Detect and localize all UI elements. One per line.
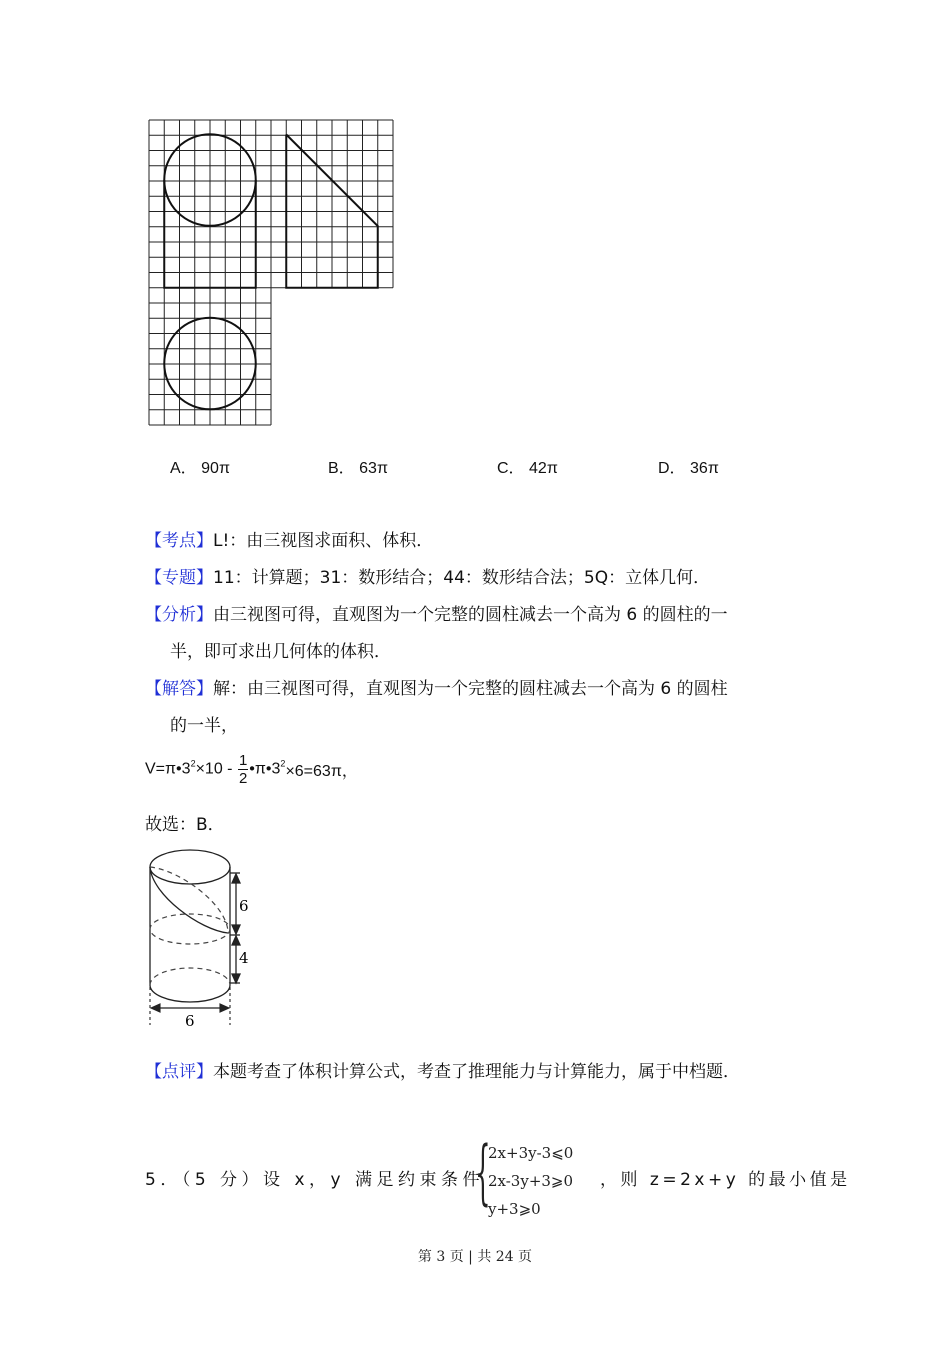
dianping-text: 本题考查了体积计算公式，考查了推理能力与计算能力，属于中档题． xyxy=(213,1062,740,1082)
option-c: C． 42π xyxy=(497,460,558,477)
volume-formula: $V=\pi•3^2\times 10$ - $\frac{1}{2}$ $•\pi•3^2\times 6=63\pi$， xyxy=(145,752,358,787)
fenxi-line xyxy=(145,600,728,625)
q5-brace: { xyxy=(475,1131,491,1213)
zhuanti-text: 11：计算题；31：数形结合；44：数形结合法；5Q：立体几何． xyxy=(213,568,711,588)
q5-constraints xyxy=(488,1139,573,1223)
kaodian-line xyxy=(145,526,433,551)
constraint-1: 2x+3y-3⩽0 xyxy=(488,1144,574,1162)
fenxi-line-2: 半，即可求出几何体的体积． xyxy=(170,642,391,662)
jieda-line-2: 的一半， xyxy=(170,716,238,736)
constraint-3: y+3⩾0 xyxy=(488,1200,541,1218)
fraction-half: $\frac{1}{2}$ xyxy=(238,752,248,787)
fenxi-tag: 【分析】 xyxy=(145,605,213,625)
option-a: A． 90π xyxy=(170,460,230,477)
jieda-tag: 【解答】 xyxy=(145,679,213,699)
jieda-text: 解：由三视图可得，直观图为一个完整的圆柱减去一个高为 6 的圆柱 xyxy=(213,679,728,699)
kaodian-tag: 【考点】 xyxy=(145,531,213,551)
page-footer: 第 3 页 | 共 24 页 xyxy=(417,1249,533,1265)
dianping-tag: 【点评】 xyxy=(145,1062,213,1082)
option-b: B． 63π xyxy=(328,460,388,477)
three-view-figure xyxy=(140,110,400,430)
dim-bottom-label: 6 xyxy=(185,1012,195,1030)
zhuanti-tag: 【专题】 xyxy=(145,568,213,588)
grid-lines xyxy=(149,120,393,425)
kaodian-text: L!：由三视图求面积、体积． xyxy=(213,531,434,551)
q5-suffix: ，则 z=2x+y 的最小值是 xyxy=(600,1170,851,1190)
option-d: D． 36π xyxy=(658,460,719,477)
q5-prefix: 5．（5 分）设 x，y 满足约束条件 xyxy=(145,1170,484,1190)
question-5 xyxy=(145,1131,851,1220)
answer-line: 故选：B． xyxy=(145,815,225,835)
jieda-line xyxy=(145,674,728,699)
cylinder-figure xyxy=(140,845,260,1030)
zhuanti-line xyxy=(145,563,710,588)
dianping-line xyxy=(145,1057,740,1082)
dim-mid-label: 4 xyxy=(239,949,249,967)
fenxi-text: 由三视图可得，直观图为一个完整的圆柱减去一个高为 6 的圆柱的一 xyxy=(213,605,728,625)
dim-top-label: 6 xyxy=(239,897,249,915)
constraint-2: 2x-3y+3⩾0 xyxy=(488,1172,574,1190)
